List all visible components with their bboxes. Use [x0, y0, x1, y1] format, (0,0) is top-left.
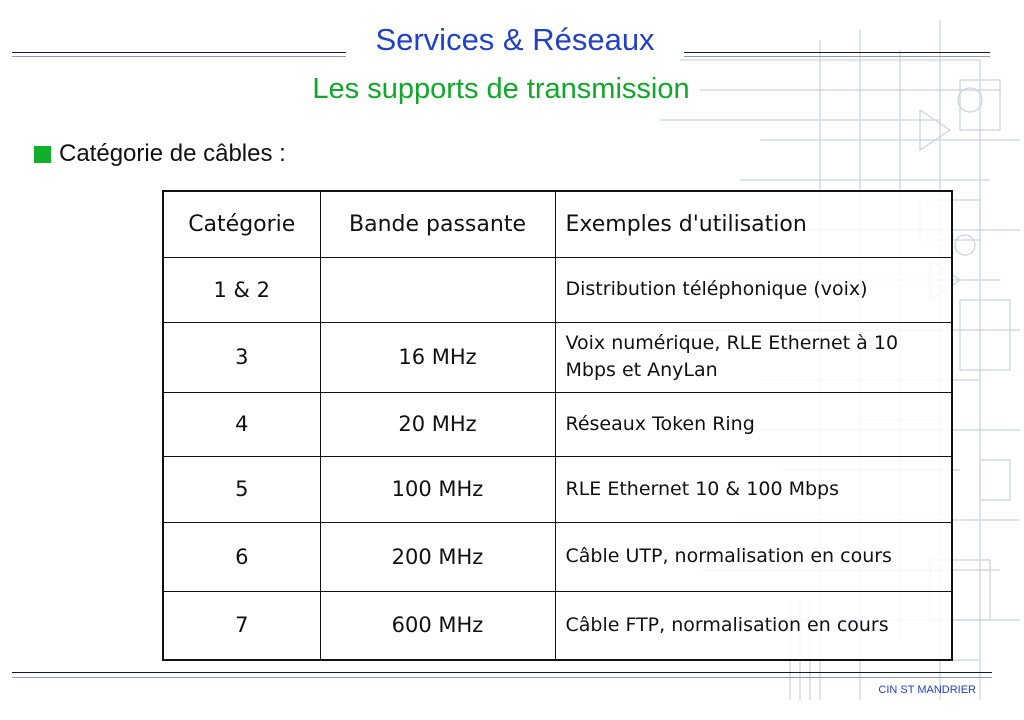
- page-subtitle: Les supports de transmission: [312, 73, 690, 105]
- cable-category-table: [162, 190, 953, 661]
- footer-credit: CIN ST MANDRIER: [878, 684, 976, 696]
- bullet-label: Catégorie de câbles :: [59, 140, 286, 167]
- footer-rule-secondary: [12, 677, 992, 678]
- cell-usage: Réseaux Token Ring: [555, 392, 952, 456]
- cell-bandwidth: 100 MHz: [320, 456, 555, 522]
- cell-category: 6: [163, 522, 320, 591]
- cell-category: 3: [163, 322, 320, 392]
- bullet-item: [34, 140, 286, 168]
- cell-bandwidth: 600 MHz: [320, 591, 555, 660]
- table-header-row: [163, 191, 952, 257]
- cell-usage: Voix numérique, RLE Ethernet à 10 Mbps et AnyLan: [555, 322, 952, 392]
- cell-usage: RLE Ethernet 10 & 100 Mbps: [555, 456, 952, 522]
- table-row: [163, 522, 952, 591]
- table-row: [163, 591, 952, 660]
- cell-bandwidth: [320, 257, 555, 322]
- header-bandwidth: Bande passante: [320, 191, 555, 257]
- header-usage: Exemples d'utilisation: [555, 191, 952, 257]
- cell-category: 4: [163, 392, 320, 456]
- table-row: [163, 456, 952, 522]
- cell-usage: Câble FTP, normalisation en cours: [555, 591, 952, 660]
- header-rule-left: [12, 52, 346, 53]
- cell-category: 1 & 2: [163, 257, 320, 322]
- table-row: [163, 322, 952, 392]
- cell-usage: Distribution téléphonique (voix): [555, 257, 952, 322]
- page-title: Services & Réseaux: [350, 20, 680, 60]
- cell-bandwidth: 16 MHz: [320, 322, 555, 392]
- cell-category: 7: [163, 591, 320, 660]
- table-row: [163, 392, 952, 456]
- table-row: [163, 257, 952, 322]
- cell-bandwidth: 20 MHz: [320, 392, 555, 456]
- footer-rule: [12, 672, 992, 673]
- cell-bandwidth: 200 MHz: [320, 522, 555, 591]
- square-bullet-icon: [34, 146, 51, 163]
- header-rule-right: [684, 52, 990, 53]
- header-category: Catégorie: [163, 191, 320, 257]
- cell-category: 5: [163, 456, 320, 522]
- cell-usage: Câble UTP, normalisation en cours: [555, 522, 952, 591]
